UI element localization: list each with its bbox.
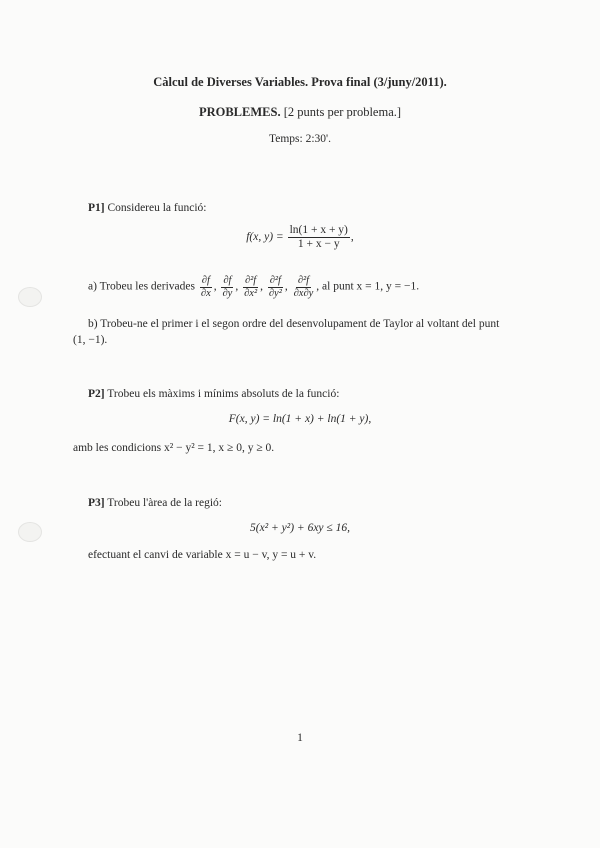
derivative-fx-num: ∂f [201,275,210,286]
p1-function-lhs: f(x, y) = [246,230,284,243]
p3-inequality: 5(x² + y²) + 6xy ≤ 16, [250,522,350,534]
problems-heading [0,105,600,120]
derivative-fyy-den: ∂y² [268,287,282,299]
derivative-fy-den: ∂y [222,287,233,299]
p3-change-of-variable: efectuant el canvi de variable x = u − v, y = u + v. [88,549,317,561]
problems-heading-label: PROBLEMES. [198,105,281,119]
derivative-fy [220,275,234,299]
page-number: 1 [297,732,303,744]
derivative-fxy-den: ∂x∂y [293,287,314,299]
derivative-fxy-num: ∂²f [297,275,310,286]
exam-title: Càlcul de Diverses Variables. Prova final (3/juny/2011). [153,75,447,89]
p2-intro-text: Trobeu els màxims i mínims absoluts de la funció: [107,388,340,400]
derivative-fy-num: ∂f [223,275,232,286]
p1-part-a-prefix: a) Trobeu les derivades [88,280,195,293]
p1-intro-text: Considereu la funció: [107,202,207,214]
p1-function-fraction [288,224,350,250]
derivative-fxy [292,275,316,299]
problems-points-note: [2 punts per problema.] [283,105,402,119]
p1-intro [88,202,207,214]
p1-part-a-suffix: , al punt x = 1, y = −1. [316,280,420,293]
p2-label: P2] [88,388,105,400]
p1-part-a: a) Trobeu les derivades $\frac{\partial f}{\partial x}$ , $\frac{\partial f}{\partial y}$ , $\frac{\text{∂²f}}{\text{∂x²}}$ , $\frac{\text{∂²f}}{\text{∂y²}}$ , $\frac{\text{∂²f}}{\partial x\partial y}$ , al punt x = 1, y = −1. [88,275,420,299]
derivative-fyy-num: ∂²f [269,275,281,286]
p1-function-tail: , [350,230,354,243]
derivative-fxx-den: ∂x² [244,287,258,299]
derivative-fyy [267,275,284,299]
derivative-fx-den: ∂x [200,287,211,299]
p1-part-b-line1: b) Trobeu-ne el primer i el segon ordre del desenvolupament de Taylor al voltant del punt [88,318,500,330]
p1-function-denominator: 1 + x − y [297,237,340,250]
p2-conditions: amb les condicions x² − y² = 1, x ≥ 0, y ≥ 0. [73,442,275,454]
exam-time: Temps: 2:30'. [269,133,331,145]
p1-label: P1] [88,202,105,214]
punch-hole [18,287,42,307]
derivative-fx [199,275,213,299]
derivative-fxx [242,275,259,299]
p3-label: P3] [88,497,105,509]
derivative-fxx-num: ∂²f [244,275,257,286]
p1-function-numerator: ln(1 + x + y) [289,224,348,236]
p3-intro-text: Trobeu l'àrea de la regió: [107,497,222,509]
p2-function: F(x, y) = ln(1 + x) + ln(1 + y), [228,413,372,425]
p1-function [0,224,600,250]
p1-part-b-line2: (1, −1). [73,334,108,346]
p2-intro [88,388,339,400]
p3-intro [88,497,222,509]
